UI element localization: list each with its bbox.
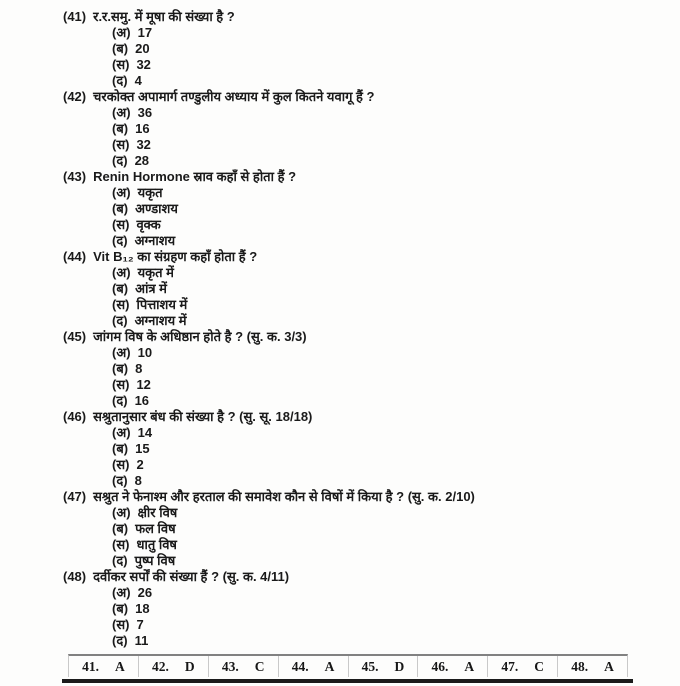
option-row (0, 313, 680, 329)
option-row (0, 585, 680, 601)
option-row (0, 201, 680, 217)
option-value: 32 (136, 137, 151, 152)
question-text: दर्वीकर सर्पों की संख्या हैं ? (सु. क. 4/11) (93, 569, 290, 584)
option-value: 10 (137, 345, 153, 360)
option-label: (द) (112, 233, 128, 248)
option-label: (स) (112, 297, 130, 312)
question-number: (42) (63, 89, 87, 104)
answer-letter: A (115, 658, 125, 674)
question-options (0, 25, 680, 89)
option-row (0, 233, 680, 249)
option-value: यकृत में (137, 265, 174, 280)
option-label: (स) (112, 457, 130, 472)
option-label: (द) (112, 393, 128, 408)
option-row (0, 617, 680, 633)
option-label: (स) (112, 617, 130, 632)
option-row (0, 25, 680, 41)
question-options (0, 265, 680, 329)
option-value: यकृत (137, 185, 163, 200)
option-label: (द) (112, 313, 128, 328)
answer-letter: D (184, 658, 195, 674)
answer-letter: D (394, 658, 405, 674)
option-value: 16 (135, 121, 150, 136)
option-row (0, 281, 680, 297)
question-options (0, 105, 680, 169)
option-row (0, 441, 680, 457)
answer-cell (418, 656, 488, 677)
answer-cell (279, 656, 349, 677)
option-value: 14 (137, 425, 153, 440)
question-line (0, 489, 680, 505)
option-label: (ब) (112, 201, 129, 216)
option-value: 26 (137, 585, 153, 600)
question-text: सश्रुत ने फेनाश्म और हरताल की समावेश कौन से विषों में किया है ? (सु. क. 2/10) (93, 489, 475, 504)
question-block (0, 249, 680, 329)
option-row (0, 505, 680, 521)
option-value: 18 (135, 601, 150, 616)
option-row (0, 217, 680, 233)
option-row (0, 425, 680, 441)
option-label: (द) (112, 553, 128, 568)
option-value: 4 (134, 73, 142, 88)
answer-question-number: 44. (291, 658, 309, 674)
option-label: (स) (112, 217, 130, 232)
answer-cell (349, 656, 419, 677)
answer-letter: A (464, 658, 475, 674)
option-row (0, 57, 680, 73)
answer-question-number: 48. (571, 658, 589, 674)
question-options (0, 585, 680, 649)
question-line (0, 569, 680, 585)
option-row (0, 633, 680, 649)
question-number: (43) (63, 169, 87, 184)
option-row (0, 601, 680, 617)
option-value: 12 (136, 377, 151, 392)
question-line (0, 249, 680, 265)
option-row (0, 537, 680, 553)
option-label: (ब) (112, 41, 129, 56)
answer-cell (488, 656, 558, 677)
option-value: 16 (134, 393, 150, 408)
question-number: (44) (63, 249, 87, 264)
question-block (0, 9, 680, 89)
option-row (0, 73, 680, 89)
question-text: सश्रुतानुसार बंध की संख्या है ? (सु. सू. 18/18) (93, 409, 313, 424)
question-line (0, 409, 680, 425)
option-row (0, 521, 680, 537)
answer-letter: C (534, 658, 544, 674)
question-line (0, 9, 680, 25)
option-value: धातु विष (136, 537, 177, 552)
option-value: आंत्र में (135, 281, 167, 296)
option-label: (ब) (112, 281, 129, 296)
option-value: 28 (134, 153, 150, 168)
option-value: 15 (135, 441, 150, 456)
option-value: 17 (137, 25, 153, 40)
option-label: (द) (112, 73, 128, 88)
option-value: 36 (137, 105, 153, 120)
option-value: 8 (135, 361, 143, 376)
option-label: (अ) (112, 265, 131, 280)
question-line (0, 329, 680, 345)
question-block (0, 409, 680, 489)
option-row (0, 297, 680, 313)
answer-question-number: 45. (361, 658, 379, 674)
answer-question-number: 46. (431, 658, 449, 674)
question-text: चरकोक्त अपामार्ग तण्डुलीय अध्याय में कुल कितने यवागू हैं ? (93, 89, 375, 104)
answer-letter: C (254, 658, 265, 674)
option-value: अण्डाशय (135, 201, 178, 216)
option-row (0, 377, 680, 393)
question-number: (46) (63, 409, 87, 424)
answer-cell (139, 656, 209, 677)
option-value: 11 (134, 633, 149, 648)
option-label: (ब) (112, 441, 129, 456)
answer-question-number: 47. (501, 658, 519, 674)
answer-cell (209, 656, 279, 677)
question-number: (47) (63, 489, 87, 504)
answer-cell (558, 656, 627, 677)
option-label: (अ) (112, 25, 131, 40)
answer-letter: A (324, 658, 335, 674)
answer-question-number: 43. (221, 658, 239, 674)
answer-key-table (62, 654, 633, 683)
question-text: जांगम विष के अधिष्ठान होते है ? (सु. क. 3/3) (93, 329, 307, 344)
question-text: Vit B₁₂ का संग्रहण कहाँ होता हैं ? (93, 249, 258, 264)
question-options (0, 345, 680, 409)
option-label: (स) (112, 137, 130, 152)
option-value: वृक्क (136, 217, 161, 232)
option-value: 8 (134, 473, 142, 488)
option-label: (द) (112, 633, 128, 648)
option-value: फल विष (135, 521, 176, 536)
question-text: Renin Hormone स्राव कहाँ से होता हैं ? (93, 169, 297, 184)
option-label: (स) (112, 377, 130, 392)
option-row (0, 41, 680, 57)
question-block (0, 89, 680, 169)
option-row (0, 473, 680, 489)
option-row (0, 153, 680, 169)
question-options (0, 505, 680, 569)
question-options (0, 185, 680, 249)
option-row (0, 137, 680, 153)
question-block (0, 169, 680, 249)
option-value: क्षीर विष (137, 505, 178, 520)
answer-letter: A (604, 658, 614, 674)
question-block (0, 489, 680, 569)
answer-question-number: 42. (152, 658, 169, 674)
option-row (0, 361, 680, 377)
question-number: (41) (63, 9, 87, 24)
option-label: (ब) (112, 361, 129, 376)
option-value: अग्नाशय (134, 233, 176, 248)
option-value: 7 (136, 617, 144, 632)
option-label: (स) (112, 537, 130, 552)
option-row (0, 345, 680, 361)
question-number: (45) (63, 329, 87, 344)
answer-cell (69, 656, 139, 677)
option-row (0, 393, 680, 409)
option-value: 20 (135, 41, 150, 56)
option-value: अग्नाशय में (134, 313, 187, 328)
option-value: पित्ताशय में (136, 297, 188, 312)
option-label: (अ) (112, 345, 131, 360)
option-label: (स) (112, 57, 130, 72)
question-line (0, 169, 680, 185)
question-block (0, 329, 680, 409)
option-label: (अ) (112, 185, 131, 200)
option-label: (अ) (112, 105, 131, 120)
question-line (0, 89, 680, 105)
option-label: (ब) (112, 521, 129, 536)
question-options (0, 425, 680, 489)
option-label: (द) (112, 473, 128, 488)
option-label: (अ) (112, 425, 131, 440)
option-row (0, 105, 680, 121)
option-label: (ब) (112, 601, 129, 616)
option-label: (अ) (112, 505, 131, 520)
question-block (0, 569, 680, 649)
option-row (0, 185, 680, 201)
question-number: (48) (63, 569, 87, 584)
question-text: र.र.समु. में मूषा की संख्या है ? (93, 9, 235, 24)
option-label: (ब) (112, 121, 129, 136)
option-row (0, 553, 680, 569)
option-label: (द) (112, 153, 128, 168)
option-row (0, 121, 680, 137)
option-row (0, 265, 680, 281)
option-row (0, 457, 680, 473)
option-value: 32 (136, 57, 151, 72)
answer-key-row (68, 654, 628, 677)
option-value: 2 (136, 457, 144, 472)
answer-question-number: 41. (82, 658, 99, 674)
option-label: (अ) (112, 585, 131, 600)
option-value: पुष्प विष (134, 553, 176, 568)
